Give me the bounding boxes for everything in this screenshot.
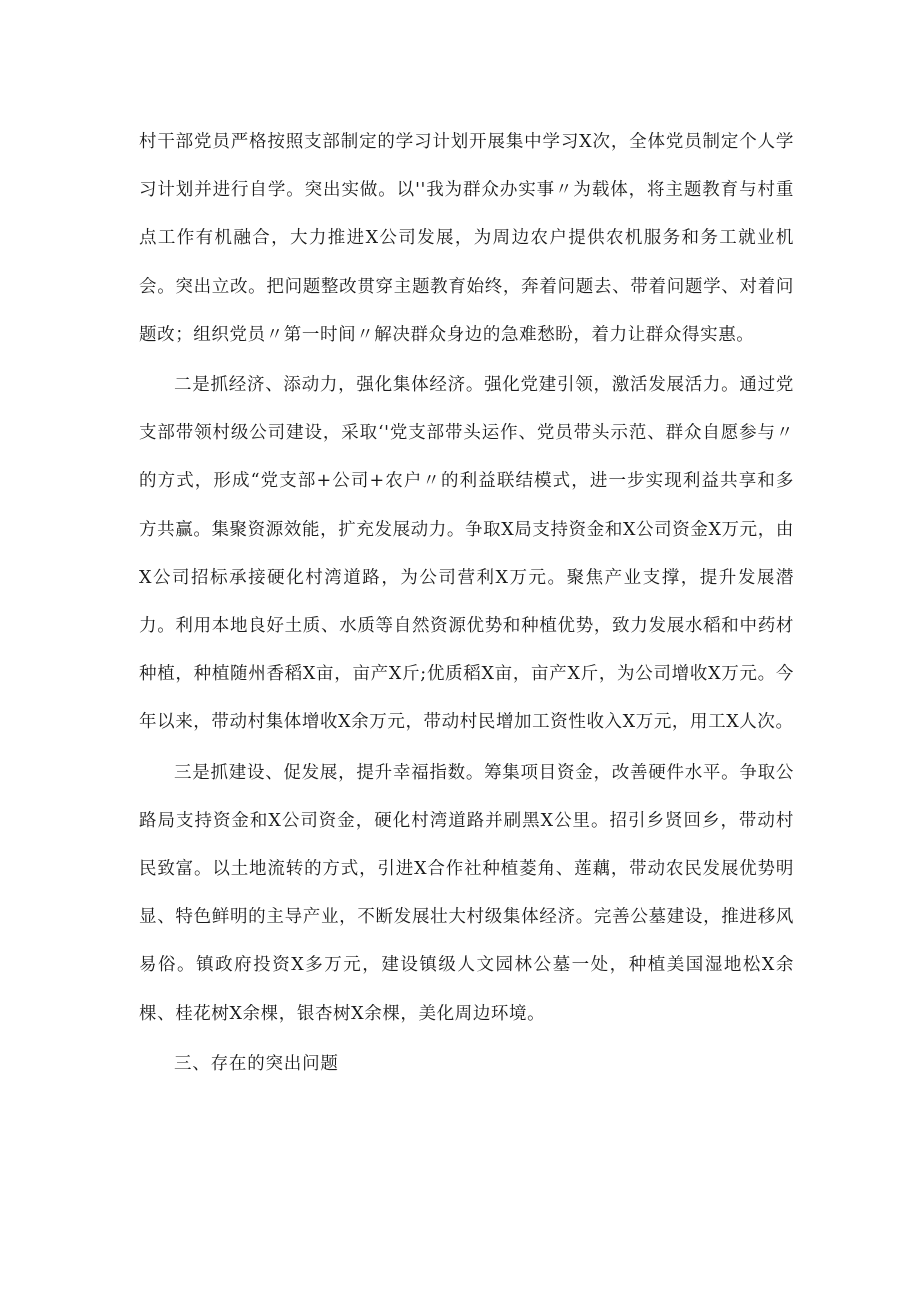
paragraph-collective-economy: 二是抓经济、添动力，强化集体经济。强化党建引领，激活发展活力。通过党支部带领村级公司建设，采取‘'党支部带头运作、党员带头示范、群众自愿参与〃的方式，形成“党支部+公司+农户〃的利益联结模式，进一步实现利益共享和多方共赢。集聚资源效能，扩充发展动力。争取X局支持资金和X公司资金X万元，由X公司招标承接硬化村湾道路，为公司营利X万元。聚焦产业支撑，提升发展潜力。利用本地良好土质、水质等自然资源优势和种植优势，致力发展水稻和中药材种植，种植随州香稻X亩，亩产X斤;优质稻X亩，亩产X斤，为公司增收X万元。今年以来，带动村集体增收X余万元，带动村民增加工资性收入X万元，用工X人次。 bbox=[139, 375, 794, 733]
document-page bbox=[139, 118, 794, 1088]
paragraph-construction-development: 三是抓建设、促发展，提升幸福指数。筹集项目资金，改善硬件水平。争取公路局支持资金和X公司资金，硬化村湾道路并刷黑X公里。招引乡贤回乡，带动村民致富。以土地流转的方式，引进X合作社种植菱角、莲藕，带动农民发展优势明显、特色鲜明的主导产业，不断发展壮大村级集体经济。完善公墓建设，推进移风易俗。镇政府投资X多万元，建设镇级人文园林公墓一处，种植美国湿地松X余棵、桂花树X余棵，银杏树X余棵，美化周边环境。 bbox=[139, 762, 794, 1024]
paragraph-study-plan: 村干部党员严格按照支部制定的学习计划开展集中学习X次，全体党员制定个人学习计划并进行自学。突出实做。以''我为群众办实事〃为载体，将主题教育与村重点工作有机融合，大力推进X公司发展，为周边农户提供农机服务和务工就业机会。突出立改。把问题整改贯穿主题教育始终，奔着问题去、带着问题学、对着问题改；组织党员〃第一时间〃解决群众身边的急难愁盼，着力让群众得实惠。 bbox=[139, 132, 794, 345]
section-heading-problems: 三、存在的突出问题 bbox=[174, 1053, 339, 1074]
